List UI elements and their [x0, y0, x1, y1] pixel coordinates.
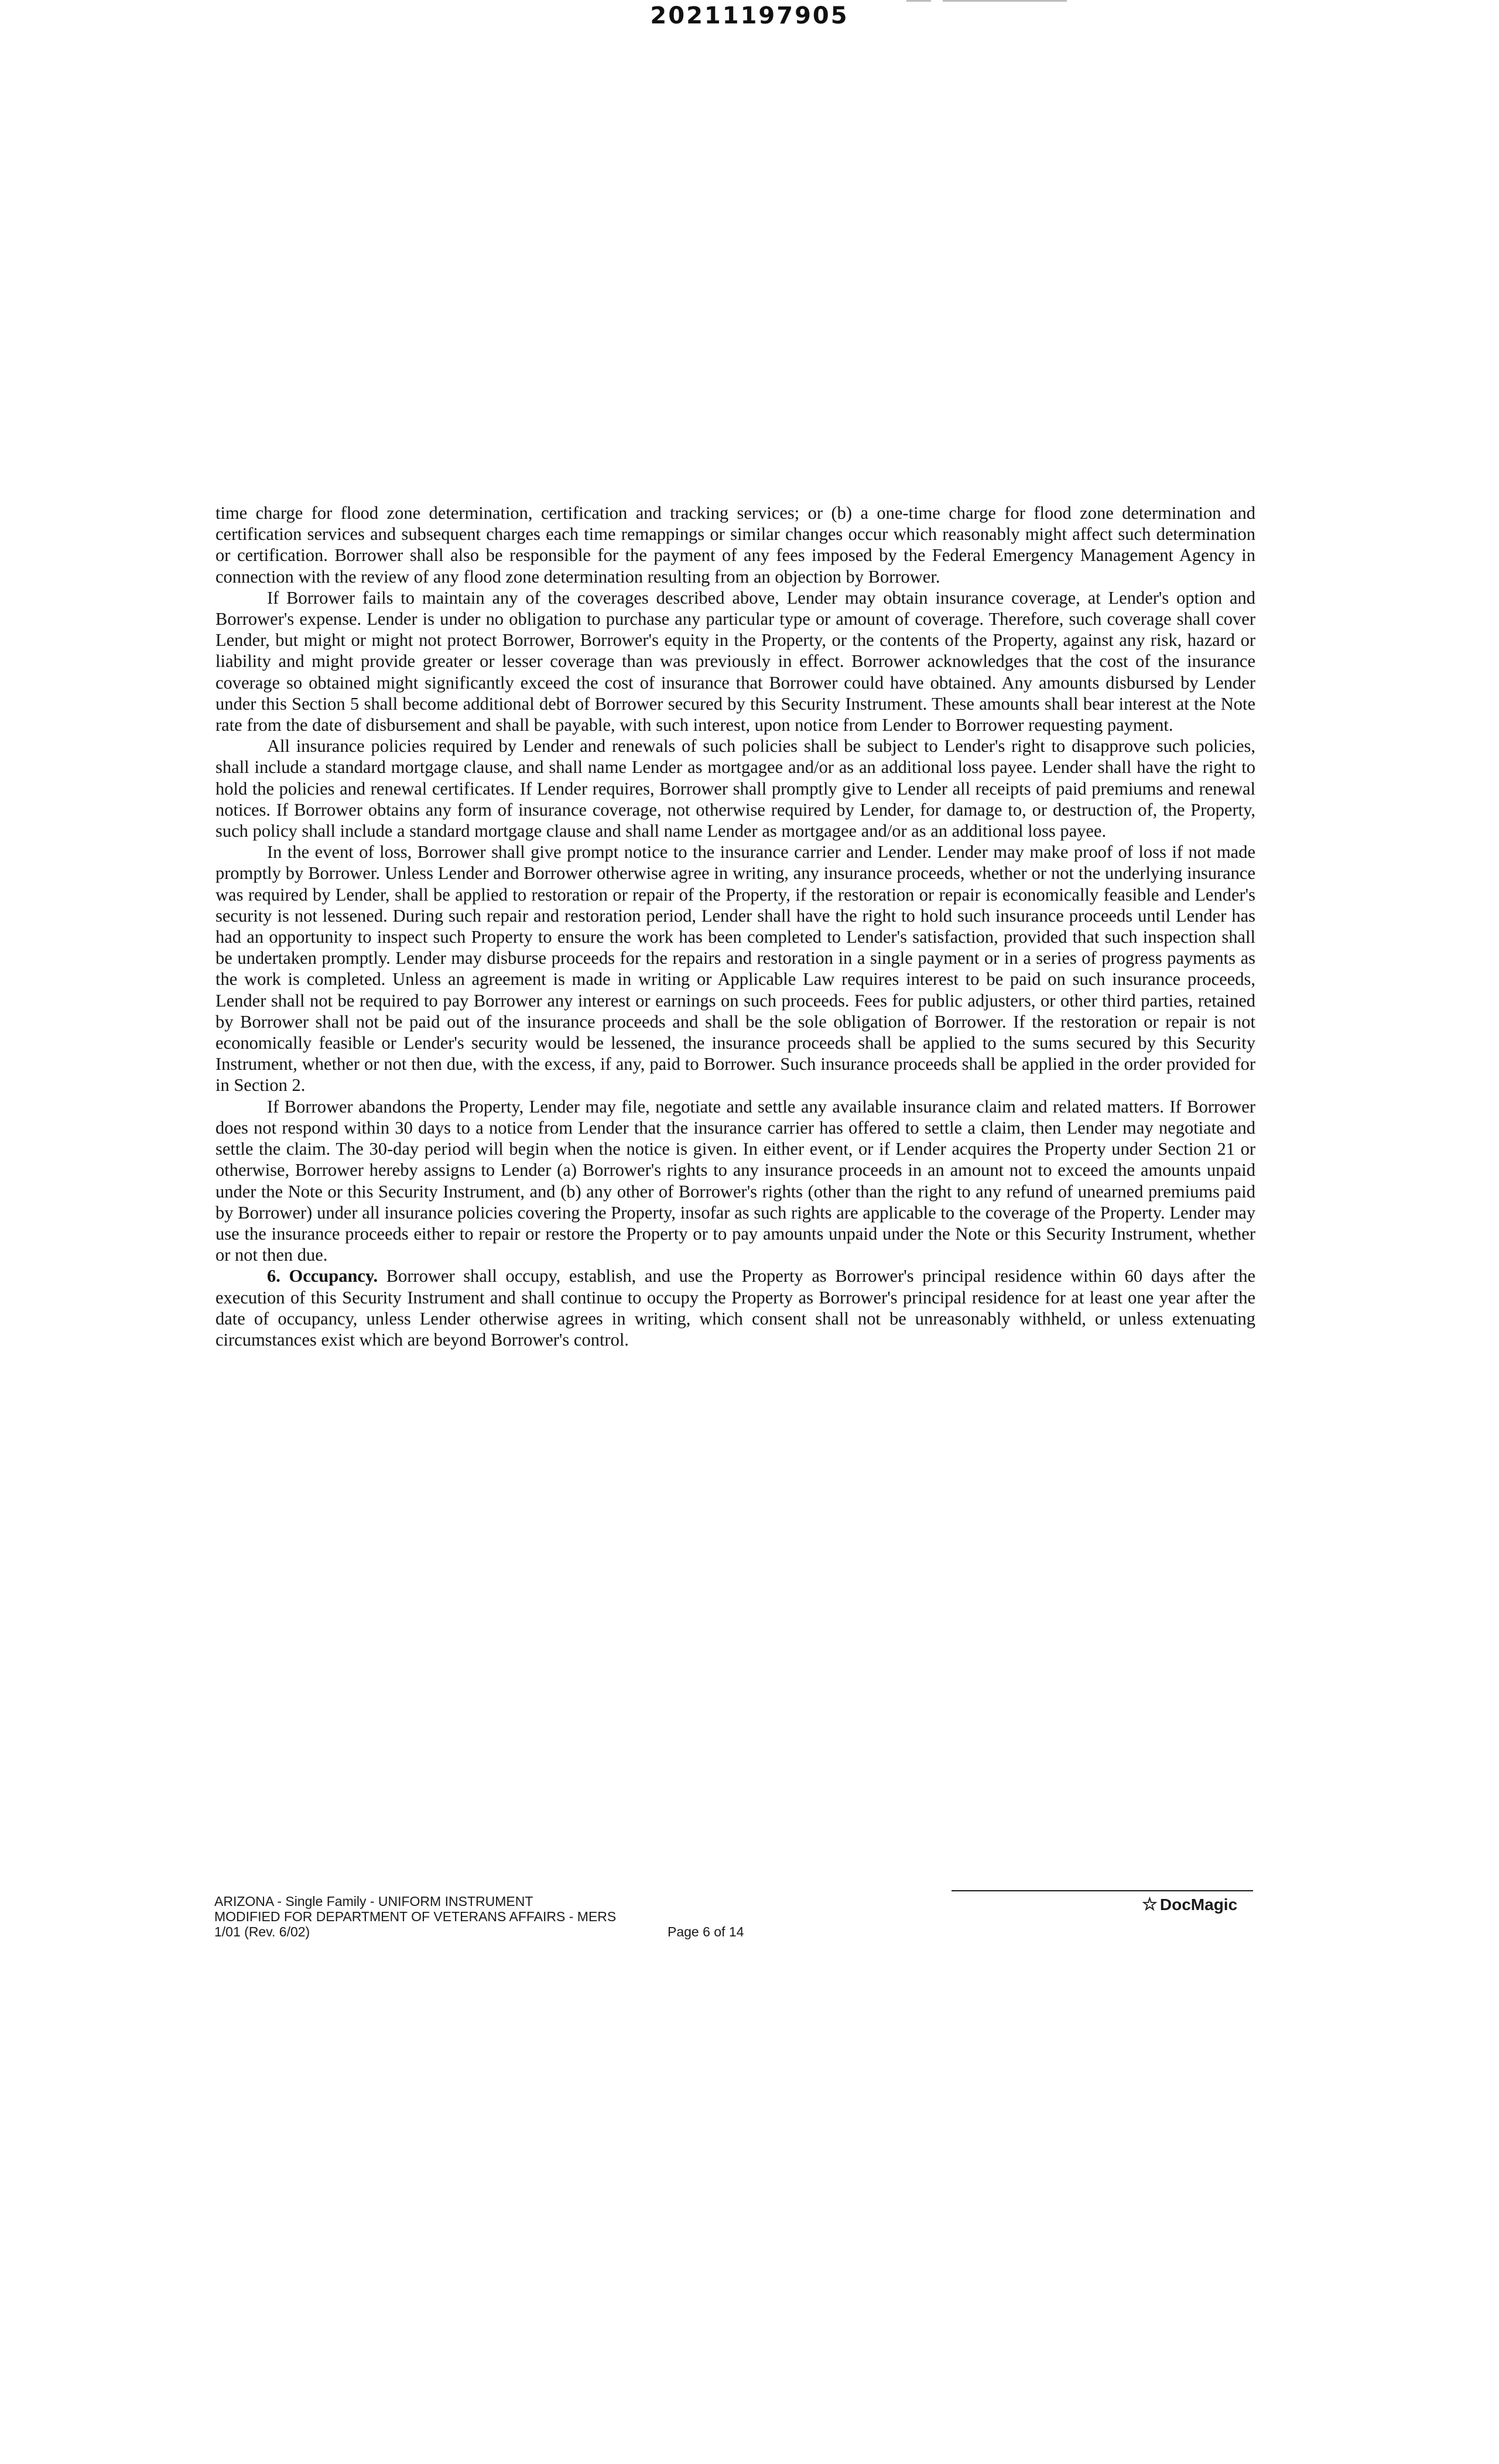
paragraph-event-of-loss: In the event of loss, Borrower shall give prompt notice to the insurance carrier and Lender. Lender may make proof of loss if not made promptly by Borrower. Unless Lender and Borrower otherwise agree in writing, any insurance proceeds, whether or not the underlying insurance was required by Lender, shall be applied to restoration or repair of the Property, if the restoration or repair is economically feasible and Lender's security is not lessened. During such repair and restoration period, Lender shall have the right to hold such insurance proceeds until Lender has had an opportunity to inspect such Property to ensure the work has been completed to Lender's satisfaction, provided that such inspection shall be undertaken promptly. Lender may disburse proceeds for the repairs and restoration in a single payment or in a series of progress payments as the work is completed. Unless an agreement is made in writing or Applicable Law requires interest to be paid on such insurance proceeds, Lender shall not be required to pay Borrower any interest or earnings on such proceeds. Fees for public adjusters, or other third parties, retained by Borrower shall not be paid out of the insurance proceeds and shall be the sole obligation of Borrower. If the restoration or repair is not economically feasible or Lender's security would be lessened, the insurance proceeds shall be applied to the sums secured by this Security Instrument, whether or not then due, with the excess, if any, paid to Borrower. Such insurance proceeds shall be applied in the order provided for in Section 2. [215, 842, 1255, 1096]
docmagic-logo [1142, 1895, 1237, 1915]
section-occupancy [215, 1265, 1255, 1350]
section-text: Borrower shall occupy, establish, and use the Property as Borrower's principal residence within 60 days after the execution of this Security Instrument and shall continue to occupy the Property as Borrower's principal residence for at least one year after the date of occupancy, unless Lender otherwise agrees in writing, which consent shall not be unreasonably withheld, or unless extenuating circumstances exist which are beyond Borrower's control. [215, 1266, 1256, 1350]
footer-form-revision: 1/01 (Rev. 6/02) [214, 1924, 310, 1939]
scan-marks [906, 0, 1070, 2]
paragraph-lender-coverage: If Borrower fails to maintain any of the coverages described above, Lender may obtain insurance coverage, at Lender's option and Borrower's expense. Lender is under no obligation to purchase any particular type or amount of coverage. Therefore, such coverage shall cover Lender, but might or might not protect Borrower, Borrower's equity in the Property, or the contents of the Property, against any risk, hazard or liability and might provide greater or lesser coverage than was previously in effect. Borrower acknowledges that the cost of the insurance coverage so obtained might significantly exceed the cost of insurance that Borrower could have obtained. Any amounts disbursed by Lender under this Section 5 shall become additional debt of Borrower secured by this Security Instrument. These amounts shall bear interest at the Note rate from the date of disbursement and shall be payable, with such interest, upon notice from Lender to Borrower requesting payment. [215, 587, 1255, 735]
page-number: Page 6 of 14 [668, 1924, 744, 1939]
document-number: 20211197905 [650, 2, 849, 29]
star-outline-icon: ☆ [1142, 1895, 1158, 1914]
footer-divider [952, 1890, 1253, 1891]
footer-form-modification: MODIFIED FOR DEPARTMENT OF VETERANS AFFAIRS - MERS [214, 1909, 617, 1924]
paragraph-insurance-policies: All insurance policies required by Lender and renewals of such policies shall be subject to Lender's right to disapprove such policies, shall include a standard mortgage clause, and shall name Lender as mortgagee and/or as an additional loss payee. Lender shall have the right to hold the policies and renewal certificates. If Lender requires, Borrower shall promptly give to Lender all receipts of paid premiums and renewal notices. If Borrower obtains any form of insurance coverage, not otherwise required by Lender, for damage to, or destruction of, the Property, such policy shall include a standard mortgage clause and shall name Lender as mortgagee and/or as an additional loss payee. [215, 736, 1255, 841]
paragraph-flood-zone: time charge for flood zone determination, certification and tracking services; or (b) a one-time charge for flood zone determination and certification services and subsequent charges each time remappings or similar changes occur which reasonably might affect such determination or certification. Borrower shall also be responsible for the payment of any fees imposed by the Federal Emergency Management Agency in connection with the review of any flood zone determination resulting from an objection by Borrower. [215, 503, 1255, 587]
section-title: Occupancy. [289, 1266, 378, 1286]
section-number: 6. [267, 1266, 280, 1286]
footer-form-title: ARIZONA - Single Family - UNIFORM INSTRUMENT [214, 1894, 533, 1909]
document-body [215, 502, 1255, 1350]
brand-name: DocMagic [1159, 1895, 1238, 1914]
paragraph-abandonment: If Borrower abandons the Property, Lender may file, negotiate and settle any available insurance claim and related matters. If Borrower does not respond within 30 days to a notice from Lender that the insurance carrier has offered to settle a claim, then Lender may negotiate and settle the claim. The 30-day period will begin when the notice is given. In either event, or if Lender acquires the Property under Section 21 or otherwise, Borrower hereby assigns to Lender (a) Borrower's rights to any insurance proceeds in an amount not to exceed the amounts unpaid under the Note or this Security Instrument, and (b) any other of Borrower's rights (other than the right to any refund of unearned premiums paid by Borrower) under all insurance policies covering the Property, insofar as such rights are applicable to the coverage of the Property. Lender may use the insurance proceeds either to repair or restore the Property or to pay amounts unpaid under the Note or this Security Instrument, whether or not then due. [215, 1096, 1255, 1265]
footer-form-info [214, 1894, 858, 1939]
